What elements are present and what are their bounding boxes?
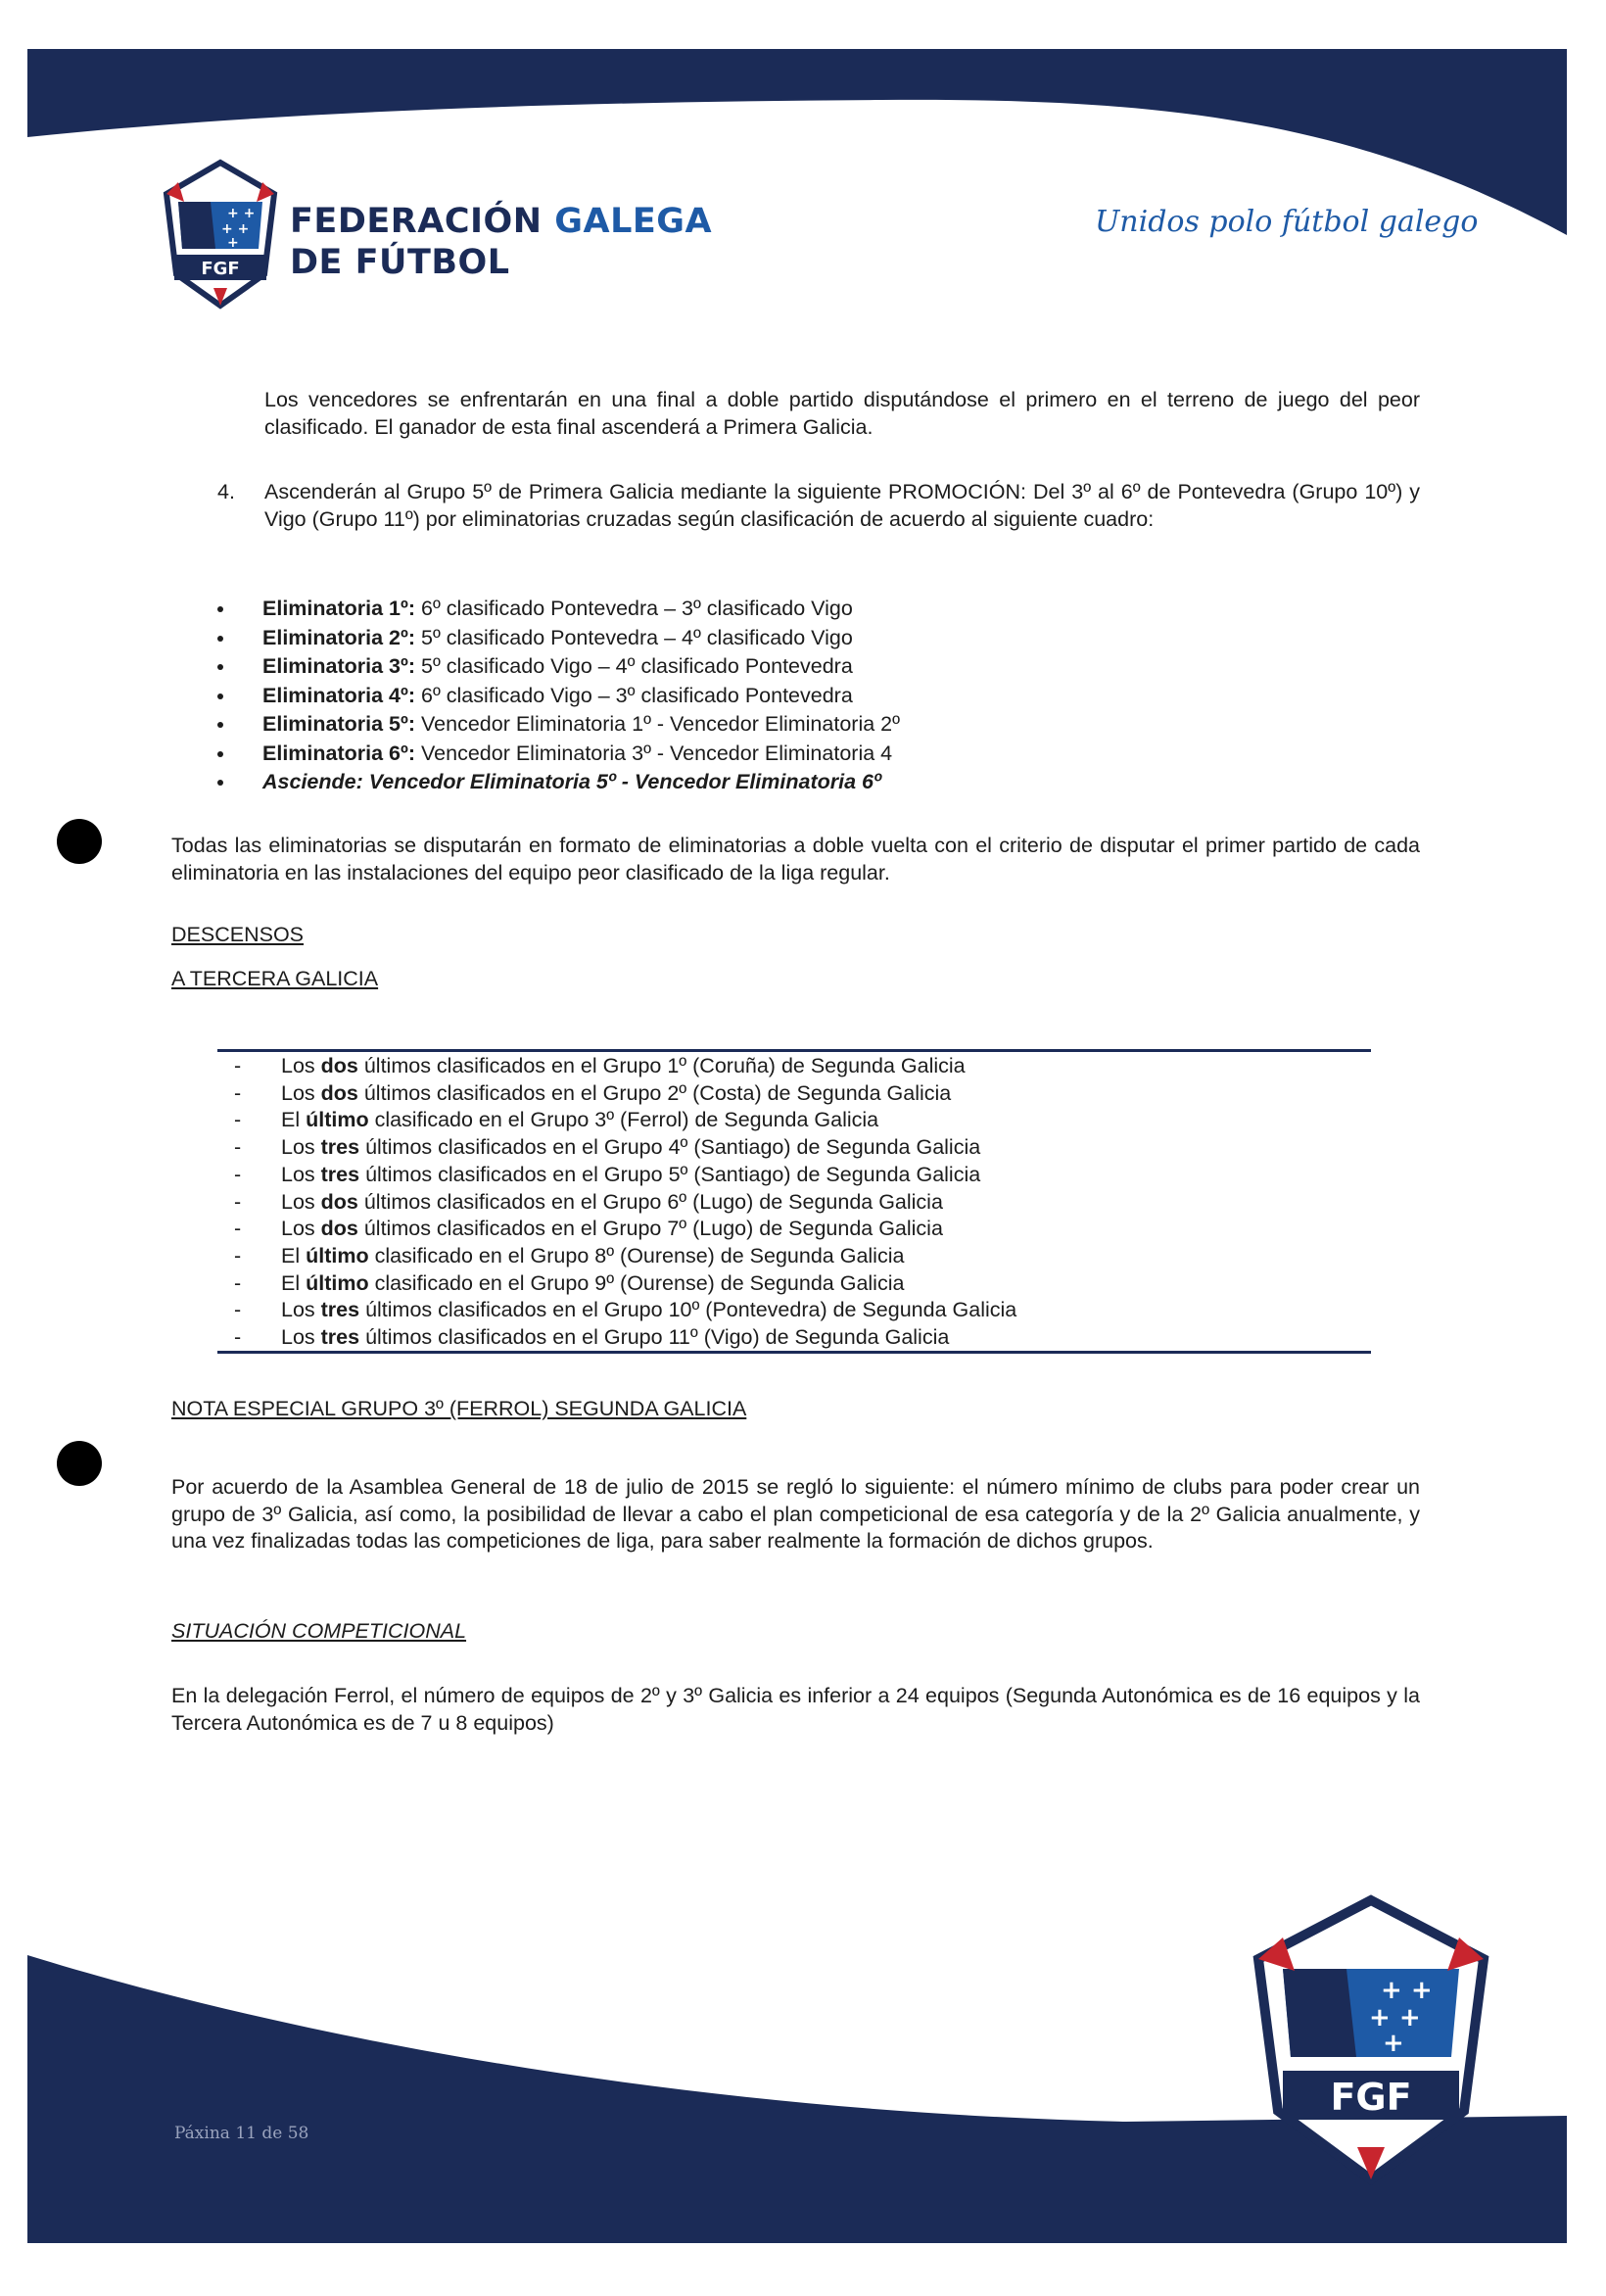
item-text: 5º clasificado Vigo – 4º clasificado Pontevedra <box>421 654 853 678</box>
item-text: 6º clasificado Vigo – 3º clasificado Pontevedra <box>421 683 853 707</box>
item-label: Eliminatoria 3º: <box>262 654 416 678</box>
bullet-icon <box>217 636 223 642</box>
list-item <box>262 624 1340 653</box>
item-pre: Los <box>281 1217 321 1241</box>
org-name <box>290 201 712 283</box>
item-label: Eliminatoria 2º: <box>262 625 416 649</box>
bullet-icon <box>217 751 223 757</box>
item-post: últimos clasificados en el Grupo 1º (Coruña) de Segunda Galicia <box>357 1054 966 1077</box>
list-item <box>262 768 1340 797</box>
list-item: - El último clasificado en el Grupo 9º (Ourense) de Segunda Galicia <box>234 1270 905 1295</box>
item-pre: Los <box>281 1298 321 1322</box>
item-label: Eliminatoria 4º: <box>262 683 416 707</box>
item-bold: tres <box>320 1298 360 1322</box>
item-post: últimos clasificados en el Grupo 6º (Lugo) de Segunda Galicia <box>357 1189 943 1214</box>
item-pre: Los <box>281 1080 321 1105</box>
slogan: Unidos polo fútbol galego <box>1095 205 1479 239</box>
item-label: Eliminatoria 6º: <box>262 741 416 765</box>
page-number: Páxina 11 de 58 <box>174 2124 309 2143</box>
svg-text:+: + <box>1383 2029 1404 2058</box>
item-bold: último <box>306 1243 369 1268</box>
list-item <box>262 595 1340 624</box>
list-item: - Los tres últimos clasificados en el Grupo 4º (Santiago) de Segunda Galicia <box>234 1135 981 1160</box>
list-item: - Los tres últimos clasificados en el Grupo 5º (Santiago) de Segunda Galicia <box>234 1162 981 1186</box>
item-post: últimos clasificados en el Grupo 4º (Santiago) de Segunda Galicia <box>359 1135 981 1160</box>
item-post: últimos clasificados en el Grupo 10º (Pontevedra) de Segunda Galicia <box>359 1298 1017 1322</box>
item-bold: dos <box>320 1217 358 1241</box>
bullet-icon <box>217 694 223 699</box>
item-post: últimos clasificados en el Grupo 7º (Lugo) de Segunda Galicia <box>357 1217 943 1241</box>
item-text: Vencedor Eliminatoria 1º - Vencedor Eliminatoria 2º <box>421 712 900 736</box>
list-item <box>262 652 1340 682</box>
divider-bottom <box>217 1351 1371 1354</box>
item-post: clasificado en el Grupo 8º (Ourense) de Segunda Galicia <box>368 1243 905 1268</box>
nota-heading: NOTA ESPECIAL GRUPO 3º (FERROL) SEGUNDA GALICIA <box>171 1397 747 1420</box>
item-text: 5º clasificado Pontevedra – 4º clasificado Vigo <box>421 625 853 649</box>
item-pre: Los <box>281 1189 321 1214</box>
item-label: Eliminatoria 5º: <box>262 712 416 736</box>
logo-text: FGF <box>201 259 240 279</box>
item-bold: tres <box>320 1325 360 1350</box>
descensos-heading: DESCENSOS <box>171 923 305 946</box>
list-item: - El último clasificado en el Grupo 3º (Ferrol) de Segunda Galicia <box>234 1108 879 1132</box>
situacion-heading: SITUACIÓN COMPETICIONAL <box>171 1619 467 1643</box>
item-pre: Los <box>281 1054 321 1077</box>
format-paragraph: Todas las eliminatorias se disputarán en formato de eliminatorias a doble vuelta con el criterio de disputar el primer partido de cada eliminatoria en las instalaciones del equipo peor clasificado de la liga regular. <box>171 834 1420 885</box>
situacion-paragraph: En la delegación Ferrol, el número de equipos de 2º y 3º Galicia es inferior a 24 equipos (Segunda Autonómica es de 16 equipos y la Tercera Autonómica es de 7 u 8 equipos) <box>171 1684 1420 1735</box>
tercera-heading: A TERCERA GALICIA <box>171 967 379 990</box>
binder-hole <box>57 1441 102 1486</box>
bullet-icon <box>217 722 223 728</box>
svg-text:+ +: + + <box>221 221 250 237</box>
svg-text:+ +: + + <box>1369 2003 1421 2033</box>
bullet-icon <box>217 780 223 786</box>
fgf-logo-icon <box>157 159 284 315</box>
descensos-list <box>234 1053 1358 1352</box>
bullet-icon <box>217 606 223 612</box>
item-pre: Los <box>281 1162 321 1186</box>
item-text: 6º clasificado Pontevedra – 3º clasificado Vigo <box>421 597 853 620</box>
item-pre: Los <box>281 1135 321 1160</box>
footer-logo-text: FGF <box>1330 2076 1412 2119</box>
list-item <box>262 710 1340 740</box>
item-post: clasificado en el Grupo 9º (Ourense) de Segunda Galicia <box>368 1270 905 1295</box>
fgf-footer-logo-icon <box>1244 1890 1498 2194</box>
asciende-line: Asciende: Vencedor Eliminatoria 5º - Vencedor Eliminatoria 6º <box>262 770 881 793</box>
item-bold: último <box>306 1108 369 1132</box>
item-post: clasificado en el Grupo 3º (Ferrol) de Segunda Galicia <box>368 1108 879 1132</box>
item-bold: tres <box>320 1162 360 1186</box>
list-item: - Los tres últimos clasificados en el Grupo 11º (Vigo) de Segunda Galicia <box>234 1325 950 1350</box>
list-item: - Los dos últimos clasificados en el Grupo 2º (Costa) de Segunda Galicia <box>234 1080 952 1105</box>
list-item: - Los dos últimos clasificados en el Grupo 1º (Coruña) de Segunda Galicia <box>234 1054 966 1077</box>
item-pre: Los <box>281 1325 321 1350</box>
item-post: últimos clasificados en el Grupo 5º (Santiago) de Segunda Galicia <box>359 1162 981 1186</box>
list-item: - Los tres últimos clasificados en el Grupo 10º (Pontevedra) de Segunda Galicia <box>234 1298 1017 1322</box>
binder-hole <box>57 819 102 864</box>
point-number: 4. <box>217 480 235 503</box>
list-item: - Los dos últimos clasificados en el Grupo 6º (Lugo) de Segunda Galicia <box>234 1189 943 1214</box>
eliminatorias-list <box>262 595 1340 797</box>
item-pre: El <box>281 1108 307 1132</box>
list-item: - Los dos últimos clasificados en el Grupo 7º (Lugo) de Segunda Galicia <box>234 1217 943 1241</box>
item-pre: El <box>281 1270 307 1295</box>
intro-paragraph: Los vencedores se enfrentarán en una final a doble partido disputándose el primero en el terreno de juego del peor clasificado. El ganador de esta final ascenderá a Primera Galicia. <box>264 388 1420 439</box>
divider-top <box>217 1049 1371 1052</box>
item-post: últimos clasificados en el Grupo 2º (Costa) de Segunda Galicia <box>357 1080 952 1105</box>
item-post: últimos clasificados en el Grupo 11º (Vigo) de Segunda Galicia <box>359 1325 950 1350</box>
svg-text:+: + <box>227 235 239 251</box>
nota-paragraph: Por acuerdo de la Asamblea General de 18 de julio de 2015 se regló lo siguiente: el número mínimo de clubs para poder crear un grupo de 3º Galicia, así como, la posibilidad de llevar a cabo el plan competicional de esa categoría y de la 2º Galicia anualmente, y una vez finalizadas todas las competiciones de liga, para saber realmente la formación de dichos grupos. <box>171 1475 1420 1553</box>
list-item <box>262 740 1340 769</box>
item-bold: dos <box>320 1054 358 1077</box>
svg-text:+ +: + + <box>1381 1976 1433 2005</box>
point4-paragraph: Ascenderán al Grupo 5º de Primera Galicia mediante la siguiente PROMOCIÓN: Del 3º al 6º de Pontevedra (Grupo 10º) y Vigo (Grupo 11º) por eliminatorias cruzadas según clasificación de acuerdo al siguiente cuadro: <box>264 480 1420 531</box>
list-item <box>262 682 1340 711</box>
item-bold: dos <box>320 1189 358 1214</box>
org-name-line2: DE FÚTBOL <box>290 243 510 282</box>
item-text: Vencedor Eliminatoria 3º - Vencedor Eliminatoria 4 <box>421 741 893 765</box>
item-label: Eliminatoria 1º: <box>262 597 416 620</box>
org-name-accent: GALEGA <box>554 202 713 241</box>
item-bold: dos <box>320 1080 358 1105</box>
bullet-icon <box>217 664 223 670</box>
org-name-part: FEDERACIÓN <box>290 202 543 241</box>
item-bold: tres <box>320 1135 360 1160</box>
list-item: - El último clasificado en el Grupo 8º (Ourense) de Segunda Galicia <box>234 1243 905 1268</box>
item-bold: último <box>306 1270 369 1295</box>
svg-text:+ +: + + <box>227 206 256 221</box>
item-pre: El <box>281 1243 307 1268</box>
